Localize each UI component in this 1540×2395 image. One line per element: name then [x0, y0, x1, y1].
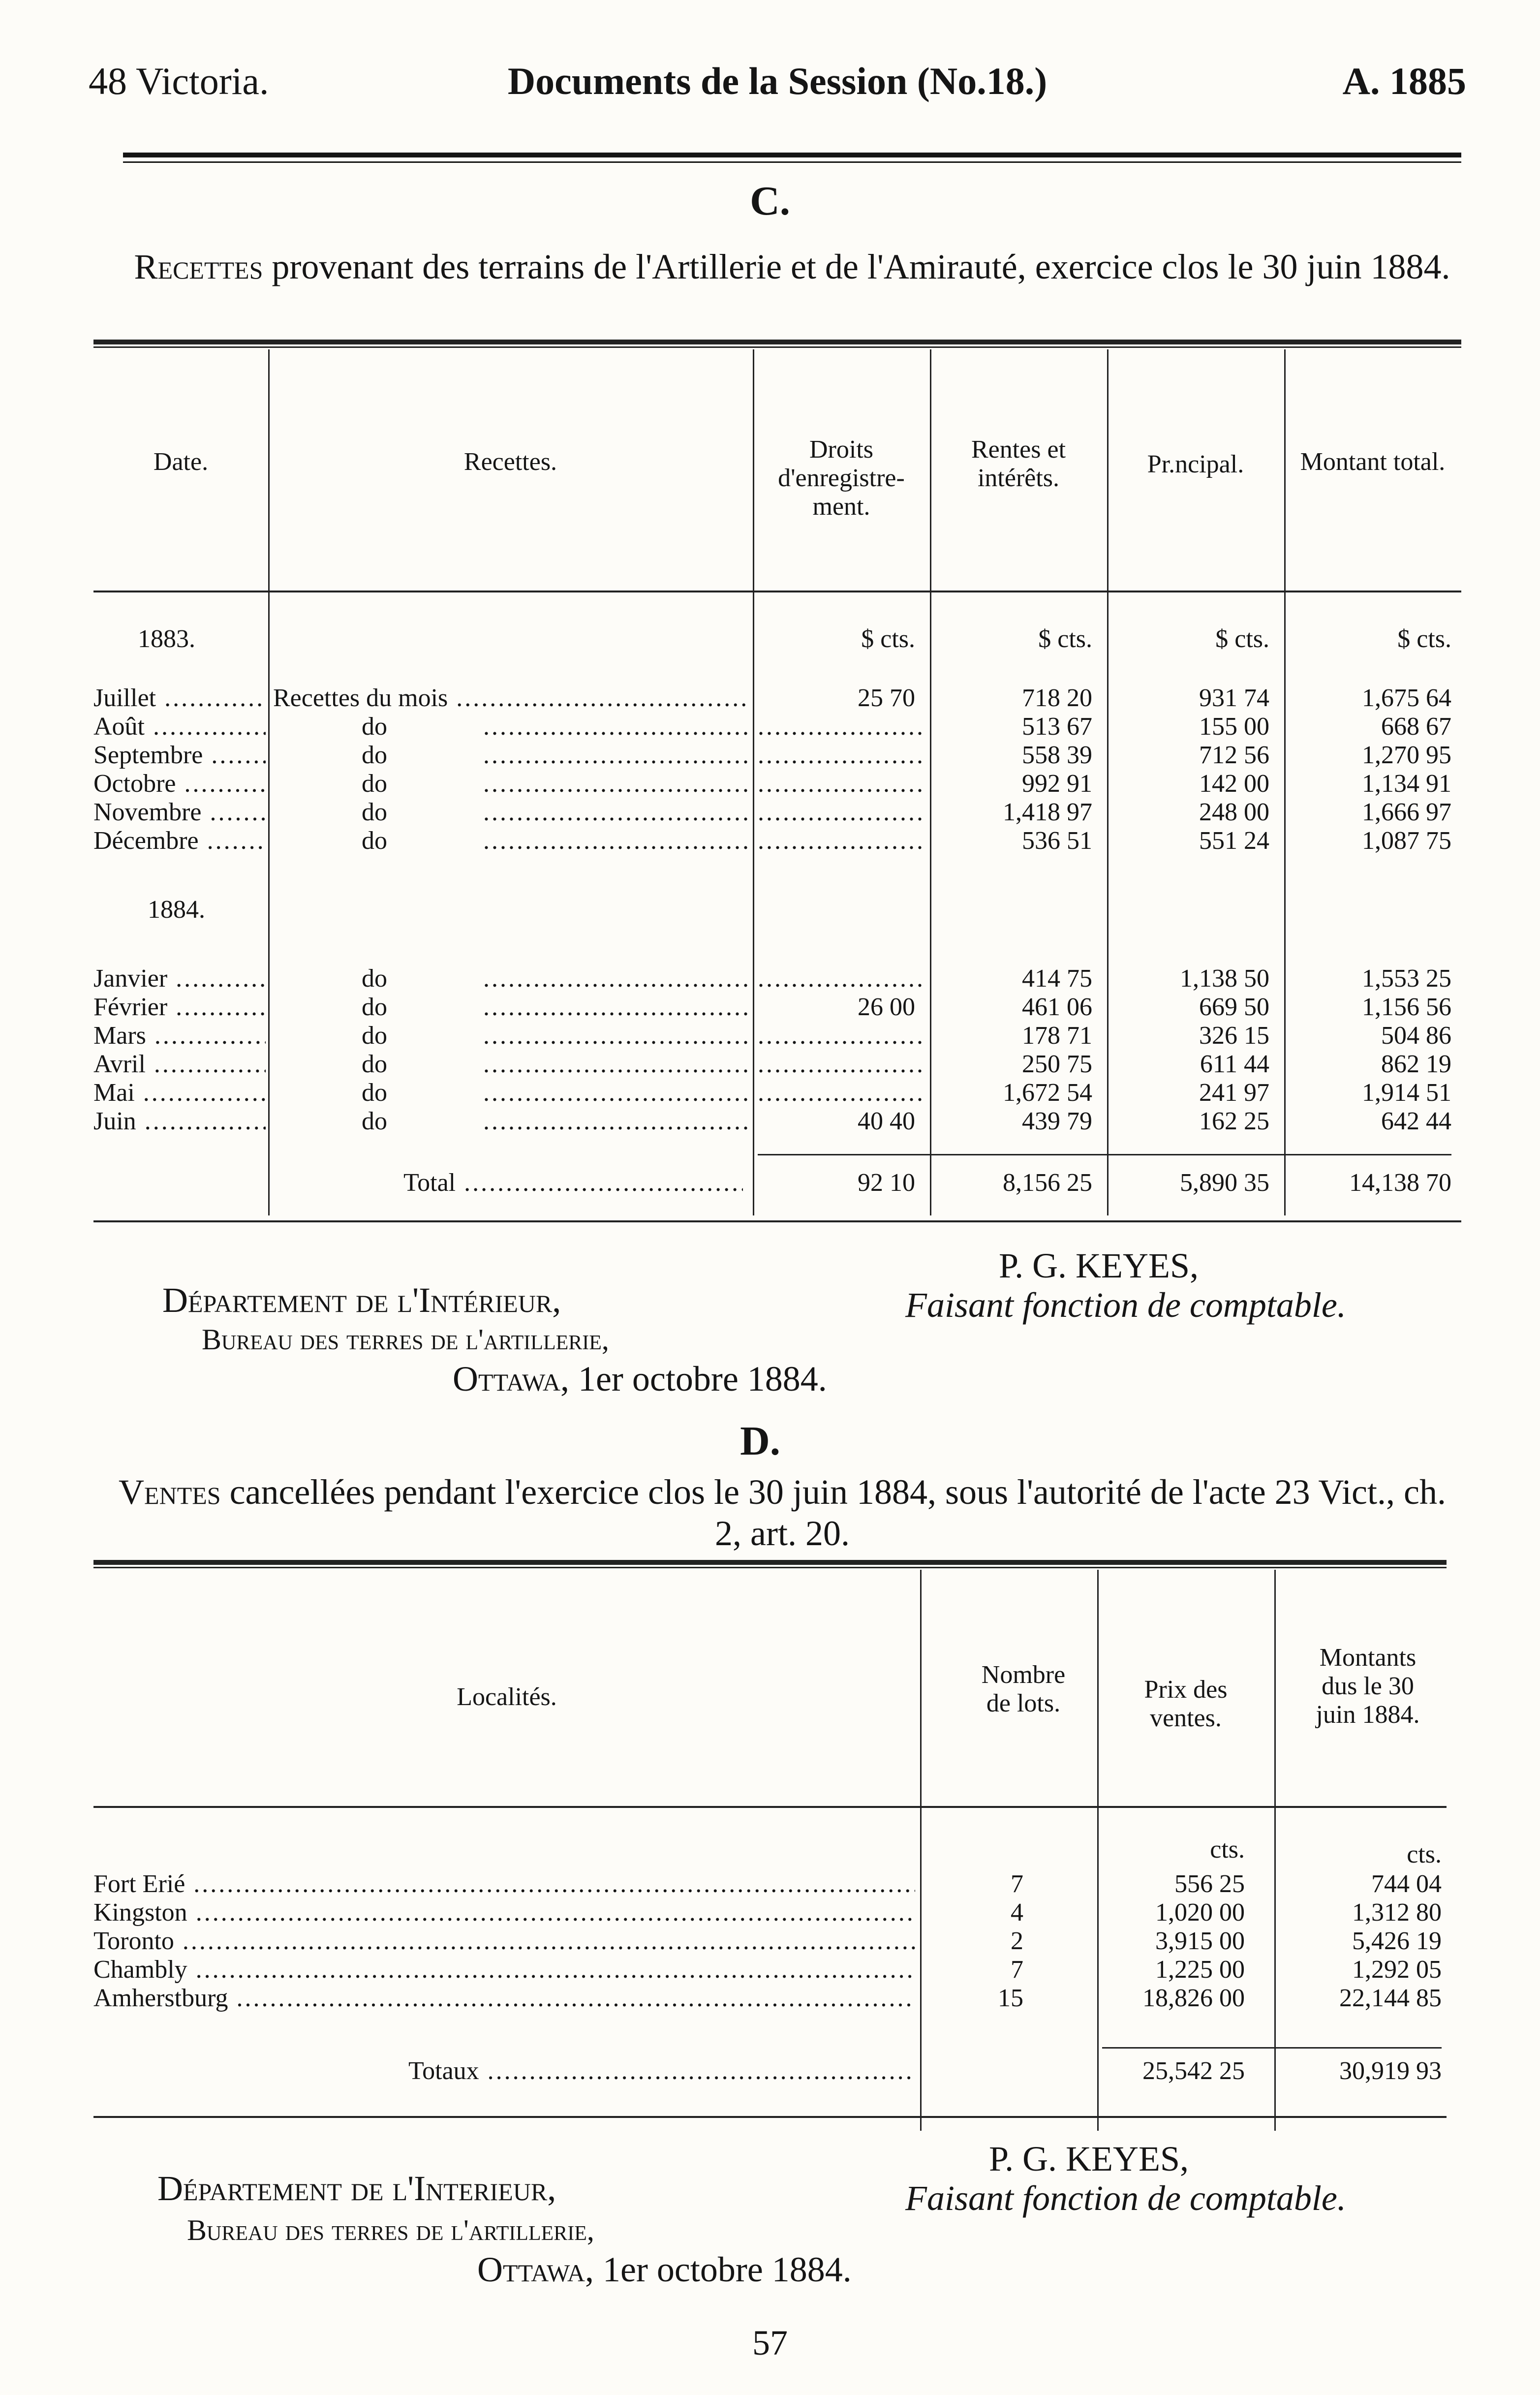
row-montant: 1,156 56 — [1362, 993, 1451, 1021]
row-droits-empty — [758, 827, 925, 855]
row-recette-text: do — [362, 713, 387, 741]
row-rentes: 992 91 — [1022, 770, 1092, 798]
row-recette-text: do — [362, 741, 387, 769]
row-localite-text: Amherstburg — [93, 1984, 228, 2012]
row-nombre: 2 — [1011, 1927, 1023, 1955]
section-d-title-rest: cancellées pendant l'exercice clos le 30 juin 1884, sous l'autorité de l'acte 23 Vict., ch. 2, art. 20. — [229, 1472, 1446, 1553]
table-top-rule — [93, 340, 1461, 344]
total-label-text: Total — [403, 1169, 456, 1197]
row-prix: 1,225 00 — [1155, 1956, 1245, 1984]
unit-label: cts. — [1407, 1840, 1442, 1868]
row-localite — [93, 1984, 915, 2013]
year-label: 1884. — [148, 896, 205, 924]
col-divider — [930, 349, 931, 1215]
col-header-nombre: Nombre de lots. — [981, 1661, 1066, 1717]
page-number: 57 — [752, 2323, 788, 2363]
unit-label: $ cts. — [1038, 625, 1092, 653]
col-divider — [1284, 349, 1286, 1215]
row-date-text: Avril — [93, 1050, 146, 1078]
row-nombre: 7 — [1011, 1956, 1023, 1984]
row-montant: 668 67 — [1381, 713, 1451, 741]
signature-role: Faisant fonction de comptable. — [905, 1285, 1346, 1325]
col-divider — [1097, 1570, 1099, 2131]
col-header-montant: Montant total. — [1300, 448, 1446, 476]
table-top-rule-thin — [93, 1567, 1447, 1568]
row-montant: 642 44 — [1381, 1107, 1451, 1135]
header-rule — [123, 153, 1461, 163]
signature-city: Ottawa, — [477, 2250, 594, 2289]
row-localite — [93, 1898, 915, 1927]
row-recette-text: do — [362, 1022, 387, 1050]
section-d-title — [113, 1471, 1451, 1554]
row-recette-text: do — [362, 1107, 387, 1135]
unit-label: $ cts. — [1397, 625, 1451, 653]
row-nombre: 15 — [998, 1984, 1023, 2012]
row-rentes: 513 67 — [1022, 713, 1092, 741]
unit-label: $ cts. — [1215, 625, 1269, 653]
col-header-montants: Montants dus le 30 juin 1884. — [1316, 1644, 1420, 1729]
row-recette — [273, 993, 748, 1022]
table-bottom-rule — [93, 1220, 1461, 1222]
signature-bureau: Bureau des terres de l'artillerie, — [202, 1323, 609, 1356]
row-recette-text: do — [362, 827, 387, 855]
signature-dept: Département de l'Intérieur, — [162, 1280, 561, 1320]
total-label — [403, 1169, 743, 1197]
row-date — [93, 741, 266, 770]
row-recette — [273, 1107, 748, 1136]
row-localite — [93, 1956, 915, 1984]
row-date-text: Août — [93, 713, 145, 741]
row-montant: 862 19 — [1381, 1050, 1451, 1078]
row-principal: 142 00 — [1199, 770, 1269, 798]
col-divider — [1274, 1570, 1276, 2131]
row-recette — [273, 770, 748, 798]
total-principal: 5,890 35 — [1180, 1169, 1269, 1197]
col-header-rentes: Rentes et intérêts. — [971, 435, 1066, 492]
row-prix: 18,826 00 — [1142, 1984, 1245, 2012]
row-date — [93, 1107, 266, 1136]
section-c-title-rest: provenant des terrains de l'Artillerie et de l'Amirauté, exercice clos le 30 juin 1884. — [272, 247, 1450, 286]
row-rentes: 414 75 — [1022, 964, 1092, 993]
row-recette-text: do — [362, 770, 387, 798]
total-rule — [758, 1154, 1451, 1155]
row-date — [93, 964, 266, 993]
row-recette-text: do — [362, 964, 387, 993]
row-droits-empty — [758, 741, 925, 770]
row-principal: 931 74 — [1199, 684, 1269, 712]
row-localite — [93, 1870, 915, 1898]
running-header — [89, 59, 1466, 113]
row-recette — [273, 1079, 748, 1107]
col-header-prix: Prix des ventes. — [1144, 1676, 1228, 1732]
row-recette — [273, 684, 748, 713]
table-bottom-rule — [93, 2116, 1447, 2118]
section-c-title-first: Recettes — [134, 247, 263, 286]
row-recette — [273, 1022, 748, 1050]
row-recette — [273, 964, 748, 993]
row-recette — [273, 827, 748, 855]
row-droits: 26 00 — [858, 993, 915, 1021]
col-divider — [920, 1570, 922, 2131]
row-droits-empty — [758, 964, 925, 993]
row-date — [93, 827, 266, 855]
row-recette-text: do — [362, 798, 387, 826]
table-top-rule-thin — [93, 346, 1461, 348]
row-date — [93, 1022, 266, 1050]
row-date — [93, 993, 266, 1022]
row-date-text: Février — [93, 993, 168, 1021]
total-droits: 92 10 — [858, 1169, 915, 1197]
total-montant: 14,138 70 — [1349, 1169, 1451, 1197]
row-principal: 712 56 — [1199, 741, 1269, 769]
header-center: Documents de la Session (No.18.) — [507, 60, 1047, 102]
row-date — [93, 798, 266, 827]
row-montant: 504 86 — [1381, 1022, 1451, 1050]
row-montant: 1,087 75 — [1362, 827, 1451, 855]
row-principal: 1,138 50 — [1180, 964, 1269, 993]
row-localite-text: Kingston — [93, 1898, 187, 1927]
row-montant: 1,675 64 — [1362, 684, 1451, 712]
row-rentes: 558 39 — [1022, 741, 1092, 769]
row-date-text: Novembre — [93, 798, 202, 826]
row-prix: 556 25 — [1174, 1870, 1245, 1898]
row-nombre: 4 — [1011, 1898, 1023, 1927]
row-montant: 5,426 19 — [1352, 1927, 1442, 1955]
row-rentes: 250 75 — [1022, 1050, 1092, 1078]
signature-date: 1er octobre 1884. — [602, 2250, 852, 2289]
row-nombre: 7 — [1011, 1870, 1023, 1898]
col-header-recettes: Recettes. — [463, 448, 557, 476]
year-label: 1883. — [138, 625, 195, 653]
col-divider — [753, 349, 754, 1215]
row-date-text: Décembre — [93, 827, 199, 855]
row-recette-text: do — [362, 1050, 387, 1078]
col-divider — [268, 349, 270, 1215]
row-droits-empty — [758, 770, 925, 798]
signature-city: Ottawa, — [453, 1359, 569, 1399]
row-principal: 551 24 — [1199, 827, 1269, 855]
row-rentes: 536 51 — [1022, 827, 1092, 855]
row-montant: 1,312 80 — [1352, 1898, 1442, 1927]
row-date — [93, 770, 266, 798]
col-header-date: Date. — [153, 448, 209, 476]
row-date-text: Juin — [93, 1107, 136, 1135]
row-rentes: 461 06 — [1022, 993, 1092, 1021]
unit-label: cts. — [1210, 1835, 1245, 1864]
unit-label: $ cts. — [861, 625, 915, 653]
table-top-rule — [93, 1560, 1447, 1565]
row-date-text: Mai — [93, 1079, 135, 1107]
row-rentes: 1,418 97 — [1003, 798, 1092, 826]
totaux-label-text: Totaux — [408, 2057, 479, 2085]
row-droits: 40 40 — [858, 1107, 915, 1135]
signature-place — [453, 1358, 827, 1400]
signature-bureau: Bureau des terres de l'artillerie, — [187, 2214, 594, 2246]
row-date — [93, 684, 266, 713]
row-droits-empty — [758, 798, 925, 827]
row-date-text: Octobre — [93, 770, 176, 798]
row-montant: 1,666 97 — [1362, 798, 1451, 826]
row-droits-empty — [758, 1050, 925, 1079]
signature-date: 1er octobre 1884. — [578, 1359, 827, 1399]
row-date — [93, 713, 266, 741]
col-header-localites: Localités. — [457, 1683, 557, 1711]
row-localite-text: Toronto — [93, 1927, 174, 1955]
table-recettes — [93, 340, 1461, 1225]
row-date-text: Janvier — [93, 964, 168, 993]
row-localite-text: Fort Erié — [93, 1870, 185, 1898]
row-montant: 1,553 25 — [1362, 964, 1451, 993]
section-c-letter: C. — [750, 178, 790, 224]
row-principal: 155 00 — [1199, 713, 1269, 741]
row-montant: 1,270 95 — [1362, 741, 1451, 769]
row-principal: 611 44 — [1200, 1050, 1269, 1078]
header-bottom-rule — [93, 591, 1461, 592]
row-date-text: Mars — [93, 1022, 146, 1050]
row-principal: 248 00 — [1199, 798, 1269, 826]
row-recette — [273, 798, 748, 827]
row-date — [93, 1050, 266, 1079]
row-droits-empty — [758, 1022, 925, 1050]
total-rentes: 8,156 25 — [1003, 1169, 1092, 1197]
row-prix: 1,020 00 — [1155, 1898, 1245, 1927]
section-d-title-first: Ventes — [119, 1472, 221, 1512]
row-rentes: 178 71 — [1022, 1022, 1092, 1050]
row-principal: 669 50 — [1199, 993, 1269, 1021]
totaux-label — [408, 2057, 915, 2085]
row-droits-empty — [758, 1079, 925, 1107]
row-recette-text: do — [362, 993, 387, 1021]
row-localite — [93, 1927, 915, 1956]
row-montant: 22,144 85 — [1339, 1984, 1442, 2012]
total-rule — [1102, 2047, 1442, 2049]
row-montant: 744 04 — [1371, 1870, 1442, 1898]
section-d-letter: D. — [740, 1418, 780, 1464]
signature-role: Faisant fonction de comptable. — [905, 2178, 1346, 2218]
row-recette — [273, 713, 748, 741]
signature-name: P. G. KEYES, — [999, 1246, 1199, 1285]
row-droits-empty — [758, 713, 925, 741]
row-prix: 3,915 00 — [1155, 1927, 1245, 1955]
row-principal: 162 25 — [1199, 1107, 1269, 1135]
row-recette — [273, 1050, 748, 1079]
totaux-prix: 25,542 25 — [1142, 2057, 1245, 2085]
row-date-text: Septembre — [93, 741, 203, 769]
signature-place — [477, 2249, 852, 2290]
row-rentes: 1,672 54 — [1003, 1079, 1092, 1107]
totaux-montant: 30,919 93 — [1339, 2057, 1442, 2085]
row-recette-text: do — [362, 1079, 387, 1107]
row-recette — [273, 741, 748, 770]
col-header-droits: Droits d'enregistre-ment. — [778, 435, 905, 521]
row-montant: 1,292 05 — [1352, 1956, 1442, 1984]
row-principal: 241 97 — [1199, 1079, 1269, 1107]
signature-dept: Département de l'Interieur, — [157, 2169, 556, 2208]
row-recette-text: Recettes du mois — [273, 684, 448, 712]
row-rentes: 718 20 — [1022, 684, 1092, 712]
col-divider — [1107, 349, 1109, 1215]
row-localite-text: Chambly — [93, 1956, 187, 1984]
section-c-title — [123, 246, 1461, 287]
row-date — [93, 1079, 266, 1107]
table-ventes — [93, 1560, 1447, 2141]
header-right: A. 1885 — [1342, 60, 1466, 102]
row-principal: 326 15 — [1199, 1022, 1269, 1050]
signature-name: P. G. KEYES, — [989, 2139, 1189, 2178]
row-date-text: Juillet — [93, 684, 156, 712]
header-left: 48 Victoria. — [89, 60, 269, 102]
col-header-principal: Pr.ncipal. — [1147, 450, 1244, 478]
header-bottom-rule — [93, 1806, 1447, 1808]
row-rentes: 439 79 — [1022, 1107, 1092, 1135]
row-droits: 25 70 — [858, 684, 915, 712]
row-montant: 1,914 51 — [1362, 1079, 1451, 1107]
row-montant: 1,134 91 — [1362, 770, 1451, 798]
